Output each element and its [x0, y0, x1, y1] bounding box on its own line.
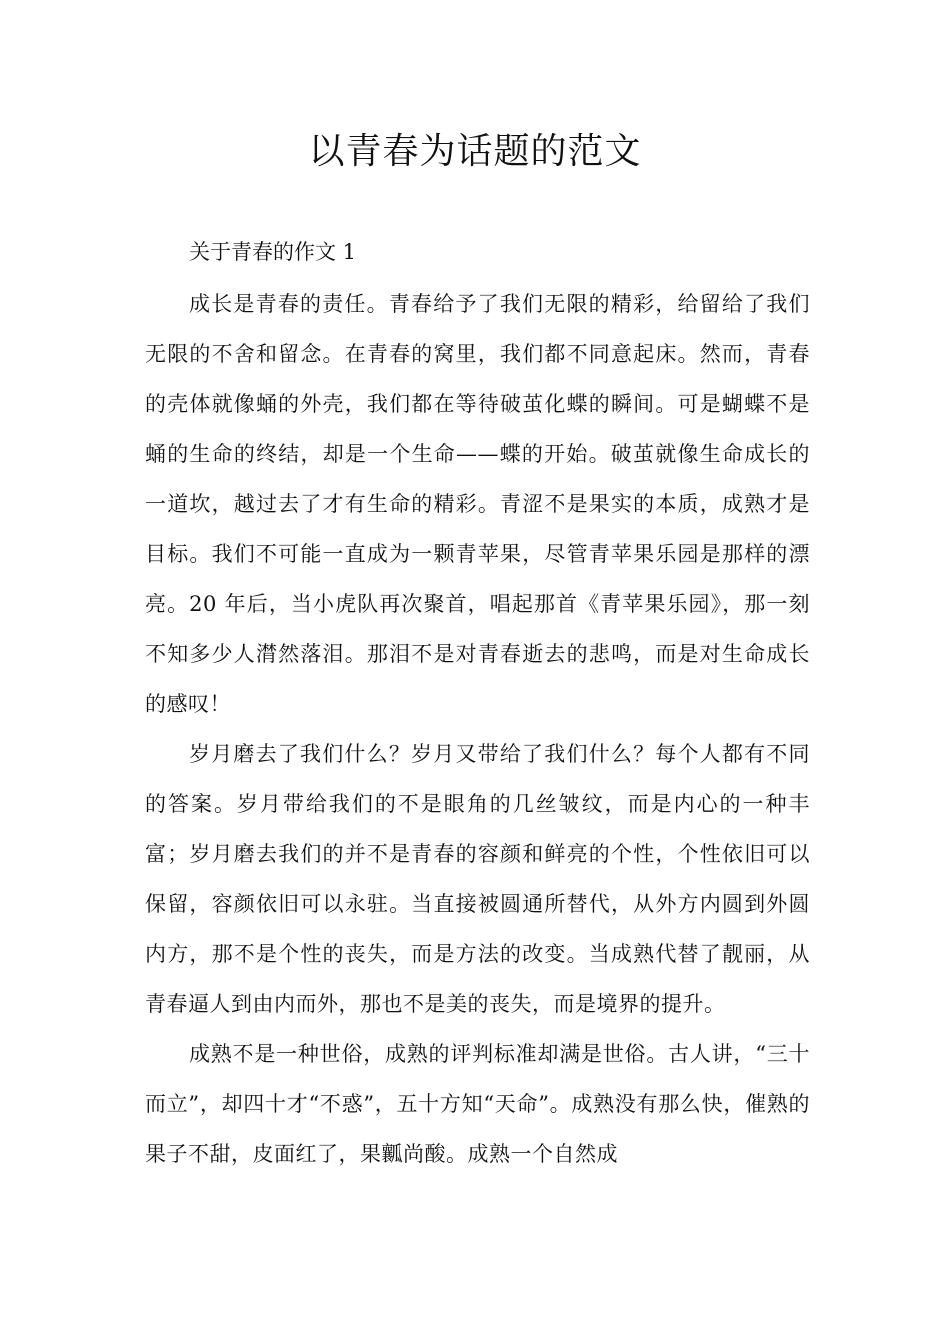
document-body [145, 225, 810, 1179]
paragraph-2: 岁月磨去了我们什么？岁月又带给了我们什么？每个人都有不同的答案。岁月带给我们的不是眼角的几丝皱纹，而是内心的一种丰富；岁月磨去我们的并不是青春的容颜和鲜亮的个性，个性依旧可以保留，容颜依旧可以永驻。当直接被圆通所替代，从外方内圆到外圆内方，那不是个性的丧失，而是方法的改变。当成熟代替了靓丽，从青春逼人到由内而外，那也不是美的丧失，而是境界的提升。 [145, 742, 810, 1016]
section-heading: 关于青春的作文 1 [189, 240, 357, 264]
paragraph-3: 成熟不是一种世俗，成熟的评判标准却满是世俗。古人讲，“三十而立”，却四十才“不惑”，五十方知“天命”。成熟没有那么快，催熟的果子不甜，皮面红了，果瓤尚酸。成熟一个自然成 [145, 1042, 810, 1166]
paragraph-1: 成长是青春的责任。青春给予了我们无限的精彩，给留给了我们无限的不舍和留念。在青春的窝里，我们都不同意起床。然而，青春的壳体就像蛹的外壳，我们都在等待破茧化蝶的瞬间。可是蝴蝶不是蛹的生命的终结，却是一个生命——蝶的开始。破茧就像生命成长的一道坎，越过去了才有生命的精彩。青涩不是果实的本质，成熟才是目标。我们不可能一直成为一颗青苹果，尽管青苹果乐园是那样的漂亮。20 年后，当小虎队再次聚首，唱起那首《青苹果乐园》，那一刻不知多少人潸然落泪。那泪不是对青春逝去的悲鸣，而是对生命成长的感叹！ [145, 292, 810, 716]
document-title: 以青春为话题的范文 [308, 131, 642, 172]
